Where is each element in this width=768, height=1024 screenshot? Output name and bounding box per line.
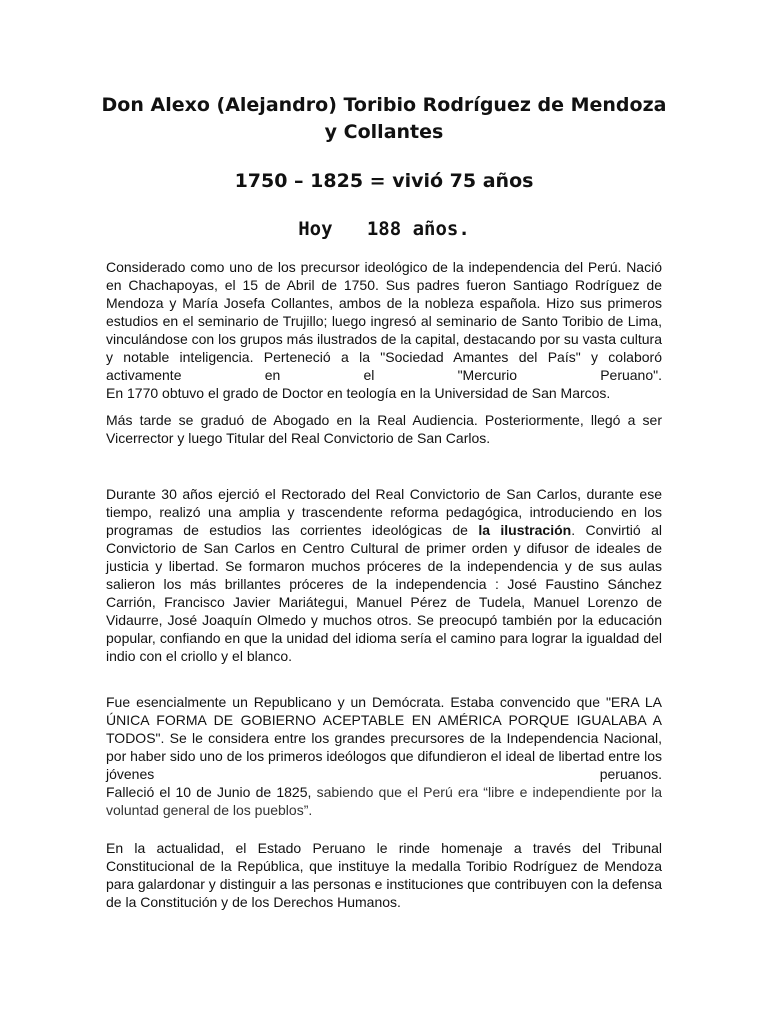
paragraph-doctorate: En 1770 obtuvo el grado de Doctor en teología en la Universidad de San Marcos. <box>106 385 611 401</box>
rectorate-text-bold: la ilustración <box>478 522 572 538</box>
rectorate-text-end: . Convirtió al Convictorio de San Carlos en Centro Cultural de primer orden y difusor de ideales de justicia y libertad. Se formaron muchos próceres de la independencia y de sus aulas salieron los más brillantes próceres de la independencia : José Faustino Sánchez Carrión, Francisco Javier Mariátegui, Manuel Pérez de Tudela, Manuel Lorenzo de Vidaurre, José Joaquín Olmedo y muchos otros. Se preocupó también por la educación popular, confiando en que la unidad del idioma sería el camino para lograr la igualdad del indio con el criollo y el blanco. <box>106 522 662 664</box>
paragraph-biography: Considerado como uno de los precursor ideológico de la independencia del Perú. Nació en Chachapoyas, el 15 de Abril de 1750. Sus padres fueron Santiago Rodríguez de Mendoza y María Josefa Collantes, ambos de la nobleza española. Hizo sus primeros estudios en el seminario de Trujillo; luego ingresó al seminario de Santo Toribio de Lima, vinculándose con los grupos más ilustrados de la capital, destacando por su vasta cultura y notable inteligencia. Perteneció a la "Sociedad Amantes del País" y colaboró activamente en el "Mercurio Peruano". <box>106 259 662 383</box>
death-quote: sabiendo que el Perú era “libre e independiente por la voluntad general de los pueblos”. <box>106 784 662 818</box>
life-dates: 1750 – 1825 = vivió 75 años <box>234 170 534 192</box>
years-since: Hoy 188 años. <box>298 218 470 240</box>
paragraph-rectorate <box>106 485 662 665</box>
document-body <box>106 258 662 911</box>
paragraph-homage: En la actualidad, el Estado Peruano le rinde homenaje a través del Tribunal Constitucional de la República, que instituye la medalla Toribio Rodríguez de Mendoza para galardonar y distinguir a las personas e instituciones que contribuyen con la defensa de la Constitución y de los Derechos Humanos. <box>106 840 662 910</box>
paragraph-republican: Fue esencialmente un Republicano y un Demócrata. Estaba convencido que "ERA LA ÚNICA FORMA DE GOBIERNO ACEPTABLE EN AMÉRICA PORQUE IGUALABA A TODOS". Se le considera entre los grandes precursores de la Independencia Nacional, por haber sido uno de los primeros ideólogos que difundieron el ideal de libertad entre los jóvenes peruanos. <box>106 694 662 782</box>
rectorate-text-start: Durante 30 años ejerció el Rectorado del Real Convictorio de San Carlos, durante ese tiempo, realizó una amplia y trascendente reforma pedagógica, introduciendo en los programas de estudios las corrientes ideológicas de <box>106 486 662 538</box>
death-text: Falleció el 10 de Junio de 1825, <box>106 784 317 800</box>
document-title: Don Alexo (Alejandro) Toribio Rodríguez de Mendoza y Collantes <box>101 94 667 143</box>
paragraph-death <box>106 783 662 819</box>
paragraph-lawyer: Más tarde se graduó de Abogado en la Real Audiencia. Posteriormente, llegó a ser Vicerrector y luego Titular del Real Convictorio de San Carlos. <box>106 412 662 446</box>
